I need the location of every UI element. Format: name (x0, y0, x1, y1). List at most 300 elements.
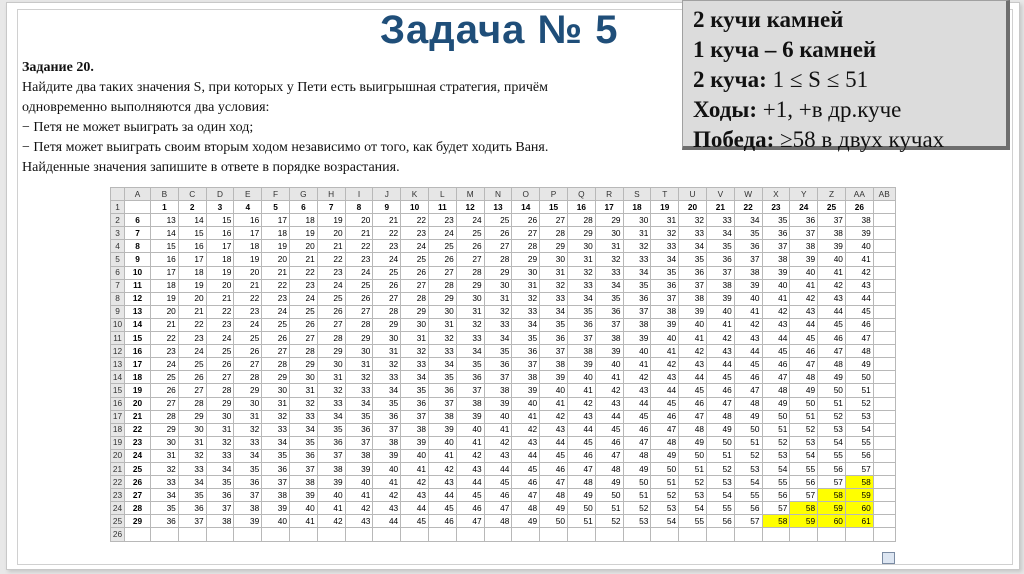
cell[interactable] (873, 410, 895, 423)
cell[interactable]: 25 (345, 279, 373, 292)
cell[interactable]: 40 (651, 332, 679, 345)
cell[interactable]: 35 (428, 371, 456, 384)
cell[interactable]: 22 (401, 214, 429, 227)
cell[interactable]: 48 (540, 489, 568, 502)
row-header[interactable]: 18 (111, 423, 125, 436)
cell[interactable]: 45 (401, 515, 429, 528)
cell[interactable]: 40 (345, 476, 373, 489)
cell[interactable]: 32 (623, 240, 651, 253)
cell[interactable]: 27 (428, 266, 456, 279)
cell[interactable]: 42 (679, 345, 707, 358)
cell[interactable]: 34 (401, 371, 429, 384)
cell[interactable]: 32 (651, 227, 679, 240)
row-header[interactable]: 16 (111, 397, 125, 410)
cell[interactable]: 33 (595, 266, 623, 279)
cell[interactable]: 40 (401, 449, 429, 462)
cell[interactable]: 21 (178, 305, 206, 318)
cell[interactable]: 35 (651, 266, 679, 279)
cell[interactable]: 25 (428, 240, 456, 253)
cell[interactable]: 41 (818, 266, 846, 279)
cell[interactable]: 35 (484, 345, 512, 358)
cell[interactable]: 37 (734, 253, 762, 266)
cell[interactable]: 19 (317, 214, 345, 227)
cell[interactable]: 44 (706, 358, 734, 371)
cell[interactable]: 41 (651, 345, 679, 358)
cell[interactable]: 22 (262, 279, 290, 292)
column-header[interactable]: K (401, 188, 429, 201)
cell[interactable]: 29 (456, 279, 484, 292)
cell[interactable]: 22 (373, 227, 401, 240)
cell[interactable]: 49 (679, 436, 707, 449)
column-header[interactable]: Y (790, 188, 818, 201)
cell[interactable] (873, 227, 895, 240)
cell[interactable]: 13 (151, 214, 179, 227)
cell[interactable]: 41 (345, 489, 373, 502)
cell[interactable]: 37 (567, 332, 595, 345)
cell[interactable]: 1 (151, 201, 179, 214)
cell[interactable]: 34 (262, 436, 290, 449)
cell[interactable]: 47 (484, 502, 512, 515)
cell[interactable]: 53 (623, 515, 651, 528)
cell[interactable] (762, 528, 790, 541)
cell[interactable]: 44 (428, 489, 456, 502)
cell[interactable]: 49 (512, 515, 540, 528)
cell[interactable]: 29 (151, 423, 179, 436)
cell[interactable]: 45 (845, 305, 873, 318)
cell[interactable]: 19 (125, 384, 151, 397)
cell[interactable]: 43 (540, 423, 568, 436)
cell[interactable]: 14 (151, 227, 179, 240)
cell[interactable]: 26 (845, 201, 873, 214)
cell[interactable]: 49 (540, 502, 568, 515)
cell[interactable]: 23 (373, 240, 401, 253)
cell[interactable]: 31 (234, 410, 262, 423)
cell[interactable]: 32 (317, 384, 345, 397)
cell[interactable]: 43 (373, 502, 401, 515)
cell[interactable]: 42 (512, 423, 540, 436)
cell[interactable]: 43 (595, 397, 623, 410)
cell[interactable] (234, 528, 262, 541)
cell[interactable]: 29 (178, 410, 206, 423)
cell[interactable]: 9 (125, 253, 151, 266)
cell[interactable]: 47 (762, 371, 790, 384)
cell[interactable]: 42 (373, 489, 401, 502)
cell[interactable]: 25 (317, 292, 345, 305)
cell[interactable]: 21 (234, 279, 262, 292)
cell[interactable]: 39 (706, 292, 734, 305)
cell[interactable]: 31 (484, 292, 512, 305)
cell[interactable]: 27 (289, 332, 317, 345)
cell[interactable]: 12 (456, 201, 484, 214)
cell[interactable]: 48 (845, 345, 873, 358)
cell[interactable]: 38 (540, 358, 568, 371)
cell[interactable]: 31 (623, 227, 651, 240)
cell[interactable]: 23 (151, 345, 179, 358)
cell[interactable]: 22 (125, 423, 151, 436)
cell[interactable]: 19 (178, 279, 206, 292)
cell[interactable]: 48 (762, 384, 790, 397)
cell[interactable]: 59 (818, 502, 846, 515)
cell[interactable]: 44 (623, 397, 651, 410)
cell[interactable]: 48 (734, 397, 762, 410)
cell[interactable]: 14 (178, 214, 206, 227)
cell[interactable]: 34 (456, 345, 484, 358)
cell[interactable]: 35 (262, 449, 290, 462)
cell[interactable]: 37 (484, 371, 512, 384)
cell[interactable] (873, 266, 895, 279)
cell[interactable] (873, 528, 895, 541)
cell[interactable]: 4 (234, 201, 262, 214)
row-header[interactable]: 6 (111, 266, 125, 279)
cell[interactable]: 46 (540, 462, 568, 475)
row-header[interactable]: 20 (111, 449, 125, 462)
cell[interactable]: 34 (428, 358, 456, 371)
cell[interactable]: 41 (734, 305, 762, 318)
cell[interactable]: 43 (734, 332, 762, 345)
cell[interactable]: 47 (706, 397, 734, 410)
cell[interactable]: 26 (428, 253, 456, 266)
cell[interactable]: 45 (512, 462, 540, 475)
cell[interactable]: 16 (234, 214, 262, 227)
cell[interactable] (873, 332, 895, 345)
cell[interactable]: 39 (289, 489, 317, 502)
cell[interactable]: 33 (262, 423, 290, 436)
cell[interactable]: 34 (540, 305, 568, 318)
cell[interactable]: 50 (706, 436, 734, 449)
column-header[interactable]: AA (845, 188, 873, 201)
cell[interactable]: 37 (373, 423, 401, 436)
cell[interactable]: 33 (317, 397, 345, 410)
cell[interactable]: 31 (373, 345, 401, 358)
cell[interactable]: 35 (317, 423, 345, 436)
cell[interactable]: 21 (345, 227, 373, 240)
cell[interactable]: 16 (206, 227, 234, 240)
cell[interactable]: 22 (734, 201, 762, 214)
cell[interactable]: 13 (125, 305, 151, 318)
cell[interactable]: 37 (234, 489, 262, 502)
cell[interactable]: 33 (428, 345, 456, 358)
cell[interactable]: 33 (679, 227, 707, 240)
cell[interactable]: 42 (623, 371, 651, 384)
cell[interactable] (790, 528, 818, 541)
cell[interactable]: 24 (178, 345, 206, 358)
cell[interactable]: 56 (706, 515, 734, 528)
cell[interactable]: 33 (623, 253, 651, 266)
cell[interactable]: 42 (651, 358, 679, 371)
cell[interactable]: 21 (289, 253, 317, 266)
cell[interactable]: 40 (540, 384, 568, 397)
cell[interactable]: 17 (125, 358, 151, 371)
cell[interactable]: 47 (623, 436, 651, 449)
cell[interactable]: 17 (151, 266, 179, 279)
cell[interactable]: 20 (125, 397, 151, 410)
cell[interactable]: 35 (345, 410, 373, 423)
cell[interactable]: 47 (679, 410, 707, 423)
cell[interactable]: 42 (428, 462, 456, 475)
cell[interactable]: 32 (540, 279, 568, 292)
cell[interactable]: 44 (567, 423, 595, 436)
cell[interactable]: 49 (762, 397, 790, 410)
cell[interactable]: 42 (345, 502, 373, 515)
cell[interactable]: 38 (206, 515, 234, 528)
cell[interactable]: 43 (818, 292, 846, 305)
cell[interactable]: 25 (262, 318, 290, 331)
cell[interactable]: 33 (401, 358, 429, 371)
cell[interactable]: 31 (651, 214, 679, 227)
cell[interactable]: 36 (623, 292, 651, 305)
cell[interactable]: 36 (317, 436, 345, 449)
row-header[interactable]: 1 (111, 201, 125, 214)
cell[interactable]: 46 (845, 318, 873, 331)
cell[interactable]: 54 (762, 462, 790, 475)
cell[interactable]: 41 (289, 515, 317, 528)
cell[interactable]: 16 (178, 240, 206, 253)
cell[interactable]: 40 (456, 423, 484, 436)
cell[interactable]: 54 (818, 436, 846, 449)
cell[interactable] (873, 397, 895, 410)
cell[interactable]: 41 (540, 397, 568, 410)
row-header[interactable]: 5 (111, 253, 125, 266)
cell[interactable]: 27 (484, 240, 512, 253)
cell[interactable]: 20 (178, 292, 206, 305)
cell[interactable] (540, 528, 568, 541)
cell[interactable]: 55 (679, 515, 707, 528)
column-header[interactable]: AB (873, 188, 895, 201)
cell[interactable] (873, 318, 895, 331)
cell[interactable]: 48 (484, 515, 512, 528)
cell[interactable]: 37 (345, 436, 373, 449)
cell[interactable]: 12 (125, 292, 151, 305)
cell[interactable] (873, 345, 895, 358)
cell[interactable]: 24 (373, 253, 401, 266)
cell[interactable]: 38 (289, 476, 317, 489)
cell[interactable]: 30 (373, 332, 401, 345)
cell[interactable]: 60 (818, 515, 846, 528)
cell[interactable] (401, 528, 429, 541)
cell[interactable]: 7 (125, 227, 151, 240)
cell[interactable]: 50 (845, 371, 873, 384)
cell[interactable]: 36 (262, 462, 290, 475)
cell[interactable]: 51 (595, 502, 623, 515)
cell[interactable]: 18 (289, 214, 317, 227)
cell[interactable]: 56 (762, 489, 790, 502)
cell[interactable]: 52 (651, 489, 679, 502)
cell[interactable] (873, 489, 895, 502)
cell[interactable]: 39 (818, 240, 846, 253)
cell[interactable]: 28 (234, 371, 262, 384)
cell[interactable]: 54 (679, 502, 707, 515)
cell[interactable]: 35 (512, 332, 540, 345)
cell[interactable]: 48 (651, 436, 679, 449)
cell[interactable]: 35 (595, 292, 623, 305)
cell[interactable]: 39 (567, 358, 595, 371)
cell[interactable]: 20 (345, 214, 373, 227)
cell[interactable]: 31 (289, 384, 317, 397)
cell[interactable]: 48 (512, 502, 540, 515)
column-header[interactable]: J (373, 188, 401, 201)
cell[interactable]: 28 (456, 266, 484, 279)
cell[interactable]: 33 (706, 214, 734, 227)
cell[interactable]: 29 (484, 266, 512, 279)
row-header[interactable]: 25 (111, 515, 125, 528)
column-header[interactable]: L (428, 188, 456, 201)
cell[interactable]: 40 (595, 358, 623, 371)
cell[interactable]: 15 (125, 332, 151, 345)
cell[interactable]: 38 (456, 397, 484, 410)
cell[interactable]: 49 (706, 423, 734, 436)
column-header[interactable]: T (651, 188, 679, 201)
cell[interactable]: 19 (234, 253, 262, 266)
cell[interactable]: 40 (373, 462, 401, 475)
cell[interactable]: 52 (818, 410, 846, 423)
cell[interactable]: 24 (125, 449, 151, 462)
column-header[interactable]: Q (567, 188, 595, 201)
cell[interactable]: 40 (818, 253, 846, 266)
cell[interactable]: 51 (706, 449, 734, 462)
column-header[interactable]: D (206, 188, 234, 201)
cell[interactable]: 37 (706, 266, 734, 279)
cell[interactable]: 23 (317, 266, 345, 279)
cell[interactable]: 33 (540, 292, 568, 305)
cell[interactable]: 41 (567, 384, 595, 397)
cell[interactable]: 31 (540, 266, 568, 279)
cell[interactable]: 26 (151, 384, 179, 397)
cell[interactable]: 37 (540, 345, 568, 358)
cell[interactable]: 35 (456, 358, 484, 371)
cell[interactable]: 18 (125, 371, 151, 384)
cell[interactable]: 41 (317, 502, 345, 515)
cell[interactable] (428, 528, 456, 541)
cell[interactable]: 46 (623, 423, 651, 436)
cell[interactable]: 38 (512, 371, 540, 384)
cell[interactable]: 39 (262, 502, 290, 515)
cell[interactable]: 35 (706, 240, 734, 253)
cell[interactable]: 30 (234, 397, 262, 410)
cell[interactable]: 40 (262, 515, 290, 528)
cell[interactable]: 23 (206, 318, 234, 331)
cell[interactable]: 19 (151, 292, 179, 305)
cell[interactable]: 45 (595, 423, 623, 436)
cell[interactable] (873, 253, 895, 266)
column-header[interactable]: O (512, 188, 540, 201)
cell[interactable]: 56 (734, 502, 762, 515)
cell[interactable]: 34 (595, 279, 623, 292)
cell[interactable]: 39 (428, 423, 456, 436)
cell[interactable]: 10 (401, 201, 429, 214)
cell[interactable]: 54 (734, 476, 762, 489)
cell[interactable]: 27 (345, 305, 373, 318)
cell[interactable]: 58 (762, 515, 790, 528)
cell[interactable]: 29 (125, 515, 151, 528)
cell[interactable]: 39 (540, 371, 568, 384)
cell[interactable]: 50 (734, 423, 762, 436)
cell[interactable]: 31 (345, 358, 373, 371)
cell[interactable]: 45 (623, 410, 651, 423)
cell[interactable]: 52 (845, 397, 873, 410)
cell[interactable]: 55 (734, 489, 762, 502)
cell[interactable]: 35 (762, 214, 790, 227)
cell[interactable]: 34 (373, 384, 401, 397)
cell[interactable]: 35 (623, 279, 651, 292)
cell[interactable]: 46 (484, 489, 512, 502)
cell[interactable] (206, 528, 234, 541)
cell[interactable]: 15 (206, 214, 234, 227)
cell[interactable]: 50 (679, 449, 707, 462)
column-header[interactable]: P (540, 188, 568, 201)
cell[interactable]: 52 (595, 515, 623, 528)
cell[interactable]: 41 (428, 449, 456, 462)
cell[interactable]: 38 (818, 227, 846, 240)
cell[interactable]: 15 (178, 227, 206, 240)
cell[interactable] (734, 528, 762, 541)
cell[interactable]: 42 (595, 384, 623, 397)
cell[interactable]: 38 (706, 279, 734, 292)
cell[interactable]: 37 (595, 318, 623, 331)
cell[interactable]: 36 (567, 318, 595, 331)
row-header[interactable]: 14 (111, 371, 125, 384)
cell[interactable]: 2 (178, 201, 206, 214)
cell[interactable]: 33 (289, 410, 317, 423)
cell[interactable]: 11 (125, 279, 151, 292)
cell[interactable]: 58 (790, 502, 818, 515)
cell[interactable]: 18 (234, 240, 262, 253)
cell[interactable]: 39 (484, 397, 512, 410)
cell[interactable]: 40 (484, 410, 512, 423)
cell[interactable]: 36 (512, 345, 540, 358)
cell[interactable]: 43 (762, 318, 790, 331)
cell[interactable]: 26 (234, 345, 262, 358)
cell[interactable]: 30 (206, 410, 234, 423)
cell[interactable]: 44 (595, 410, 623, 423)
column-header[interactable]: R (595, 188, 623, 201)
cell[interactable]: 31 (401, 332, 429, 345)
cell[interactable]: 13 (484, 201, 512, 214)
cell[interactable]: 50 (540, 515, 568, 528)
cell[interactable]: 24 (401, 240, 429, 253)
cell[interactable]: 38 (595, 332, 623, 345)
cell[interactable]: 34 (706, 227, 734, 240)
row-header[interactable]: 2 (111, 214, 125, 227)
cell[interactable]: 43 (623, 384, 651, 397)
cell[interactable]: 41 (845, 253, 873, 266)
cell[interactable]: 19 (206, 266, 234, 279)
cell[interactable]: 24 (317, 279, 345, 292)
cell[interactable]: 58 (818, 489, 846, 502)
cell[interactable]: 44 (373, 515, 401, 528)
row-header[interactable]: 23 (111, 489, 125, 502)
cell[interactable]: 42 (456, 449, 484, 462)
cell[interactable]: 37 (512, 358, 540, 371)
cell[interactable] (317, 528, 345, 541)
cell[interactable]: 57 (762, 502, 790, 515)
cell[interactable]: 17 (178, 253, 206, 266)
cell[interactable]: 20 (289, 240, 317, 253)
cell[interactable] (873, 240, 895, 253)
cell[interactable]: 35 (178, 489, 206, 502)
cell[interactable]: 17 (206, 240, 234, 253)
cell[interactable]: 27 (540, 214, 568, 227)
cell[interactable]: 24 (345, 266, 373, 279)
cell[interactable]: 25 (178, 358, 206, 371)
cell[interactable]: 51 (567, 515, 595, 528)
cell[interactable]: 39 (512, 384, 540, 397)
cell[interactable]: 32 (428, 332, 456, 345)
cell[interactable]: 53 (734, 462, 762, 475)
cell[interactable]: 47 (790, 358, 818, 371)
cell[interactable]: 28 (178, 397, 206, 410)
cell[interactable]: 39 (456, 410, 484, 423)
cell[interactable]: 37 (317, 449, 345, 462)
